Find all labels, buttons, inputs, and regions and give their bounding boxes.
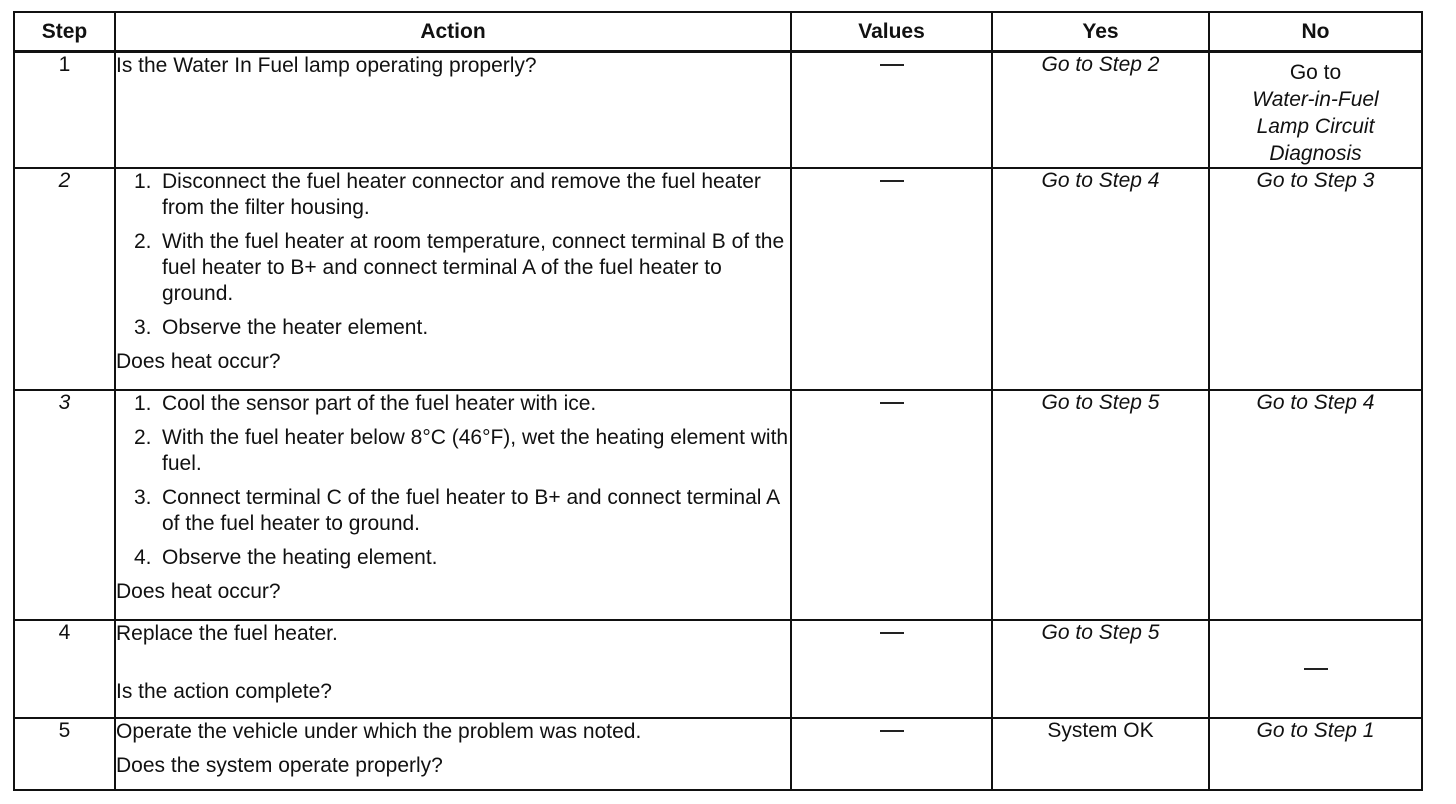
list-item: [134, 229, 790, 307]
action-cell: [115, 168, 791, 390]
values-cell: [791, 390, 992, 620]
values-cell: [791, 168, 992, 390]
action-question: Is the action complete?: [116, 680, 332, 703]
list-item-number: 3.: [134, 486, 152, 509]
diagnostic-table: [13, 11, 1423, 791]
header-values: Values: [791, 12, 992, 52]
yes-cell: Go to Step 5: [992, 620, 1209, 718]
step-number: 1: [14, 52, 115, 169]
action-question: Does heat occur?: [116, 350, 281, 373]
table-header-row: [14, 12, 1422, 52]
yes-cell: System OK: [992, 718, 1209, 790]
list-item: [134, 391, 790, 417]
action-instruction: Operate the vehicle under which the problem was noted.: [116, 720, 642, 743]
action-question: Does heat occur?: [116, 580, 281, 603]
list-item-text: With the fuel heater at room temperature, connect terminal B of the fuel heater to B+ and connect terminal A of the fuel heater to ground.: [162, 230, 785, 305]
step-number: 5: [14, 718, 115, 790]
values-dash: [880, 64, 904, 66]
list-item: [134, 545, 790, 571]
values-dash: [880, 402, 904, 404]
values-dash: [880, 730, 904, 732]
list-item-text: Observe the heater element.: [162, 316, 429, 339]
yes-cell: Go to Step 4: [992, 168, 1209, 390]
no-cell: [1209, 620, 1422, 718]
list-item-text: With the fuel heater below 8°C (46°F), wet the heating element with fuel.: [162, 426, 789, 475]
table-row-step-2: [14, 168, 1422, 390]
list-item-number: 1.: [134, 392, 152, 415]
list-item: [134, 169, 790, 221]
values-dash: [880, 180, 904, 182]
header-step: Step: [14, 12, 115, 52]
list-item-number: 2.: [134, 426, 152, 449]
no-dash: [1304, 668, 1328, 670]
action-cell: [115, 718, 791, 790]
no-cell: [1209, 52, 1422, 169]
table-row-step-1: [14, 52, 1422, 169]
step-number: 2: [14, 168, 115, 390]
action-cell: [115, 390, 791, 620]
values-cell: [791, 620, 992, 718]
values-cell: [791, 718, 992, 790]
list-item-number: 2.: [134, 230, 152, 253]
yes-cell: Go to Step 5: [992, 390, 1209, 620]
list-item-text: Cool the sensor part of the fuel heater with ice.: [162, 392, 597, 415]
action-instruction: Replace the fuel heater.: [116, 622, 338, 645]
no-target-line-1: Water-in-Fuel: [1252, 88, 1379, 111]
table-row-step-5: [14, 718, 1422, 790]
header-yes: Yes: [992, 12, 1209, 52]
action-step-list: [116, 391, 790, 571]
action-question: Does the system operate properly?: [116, 754, 443, 777]
action-step-list: [116, 169, 790, 341]
no-cell: Go to Step 4: [1209, 390, 1422, 620]
step-number: 4: [14, 620, 115, 718]
action-cell: [115, 620, 791, 718]
no-go-to: Go to: [1289, 61, 1342, 84]
yes-cell: Go to Step 2: [992, 52, 1209, 169]
list-item-text: Disconnect the fuel heater connector and remove the fuel heater from the filter housing.: [162, 170, 761, 219]
no-cell: Go to Step 1: [1209, 718, 1422, 790]
values-dash: [880, 632, 904, 634]
no-cell: Go to Step 3: [1209, 168, 1422, 390]
list-item: [134, 315, 790, 341]
action-cell: [115, 52, 791, 169]
values-cell: [791, 52, 992, 169]
table-row-step-4: [14, 620, 1422, 718]
list-item: [134, 485, 790, 537]
list-item: [134, 425, 790, 477]
list-item-text: Observe the heating element.: [162, 546, 438, 569]
list-item-number: 3.: [134, 316, 152, 339]
list-item-number: 1.: [134, 170, 152, 193]
header-action: Action: [115, 12, 791, 52]
no-target-line-3: Diagnosis: [1269, 142, 1362, 165]
list-item-text: Connect terminal C of the fuel heater to B+ and connect terminal A of the fuel heater to ground.: [162, 486, 779, 535]
step-number: 3: [14, 390, 115, 620]
action-question: Is the Water In Fuel lamp operating properly?: [116, 54, 537, 77]
no-target-line-2: Lamp Circuit: [1256, 115, 1375, 138]
header-no: No: [1209, 12, 1422, 52]
table-row-step-3: [14, 390, 1422, 620]
list-item-number: 4.: [134, 546, 152, 569]
